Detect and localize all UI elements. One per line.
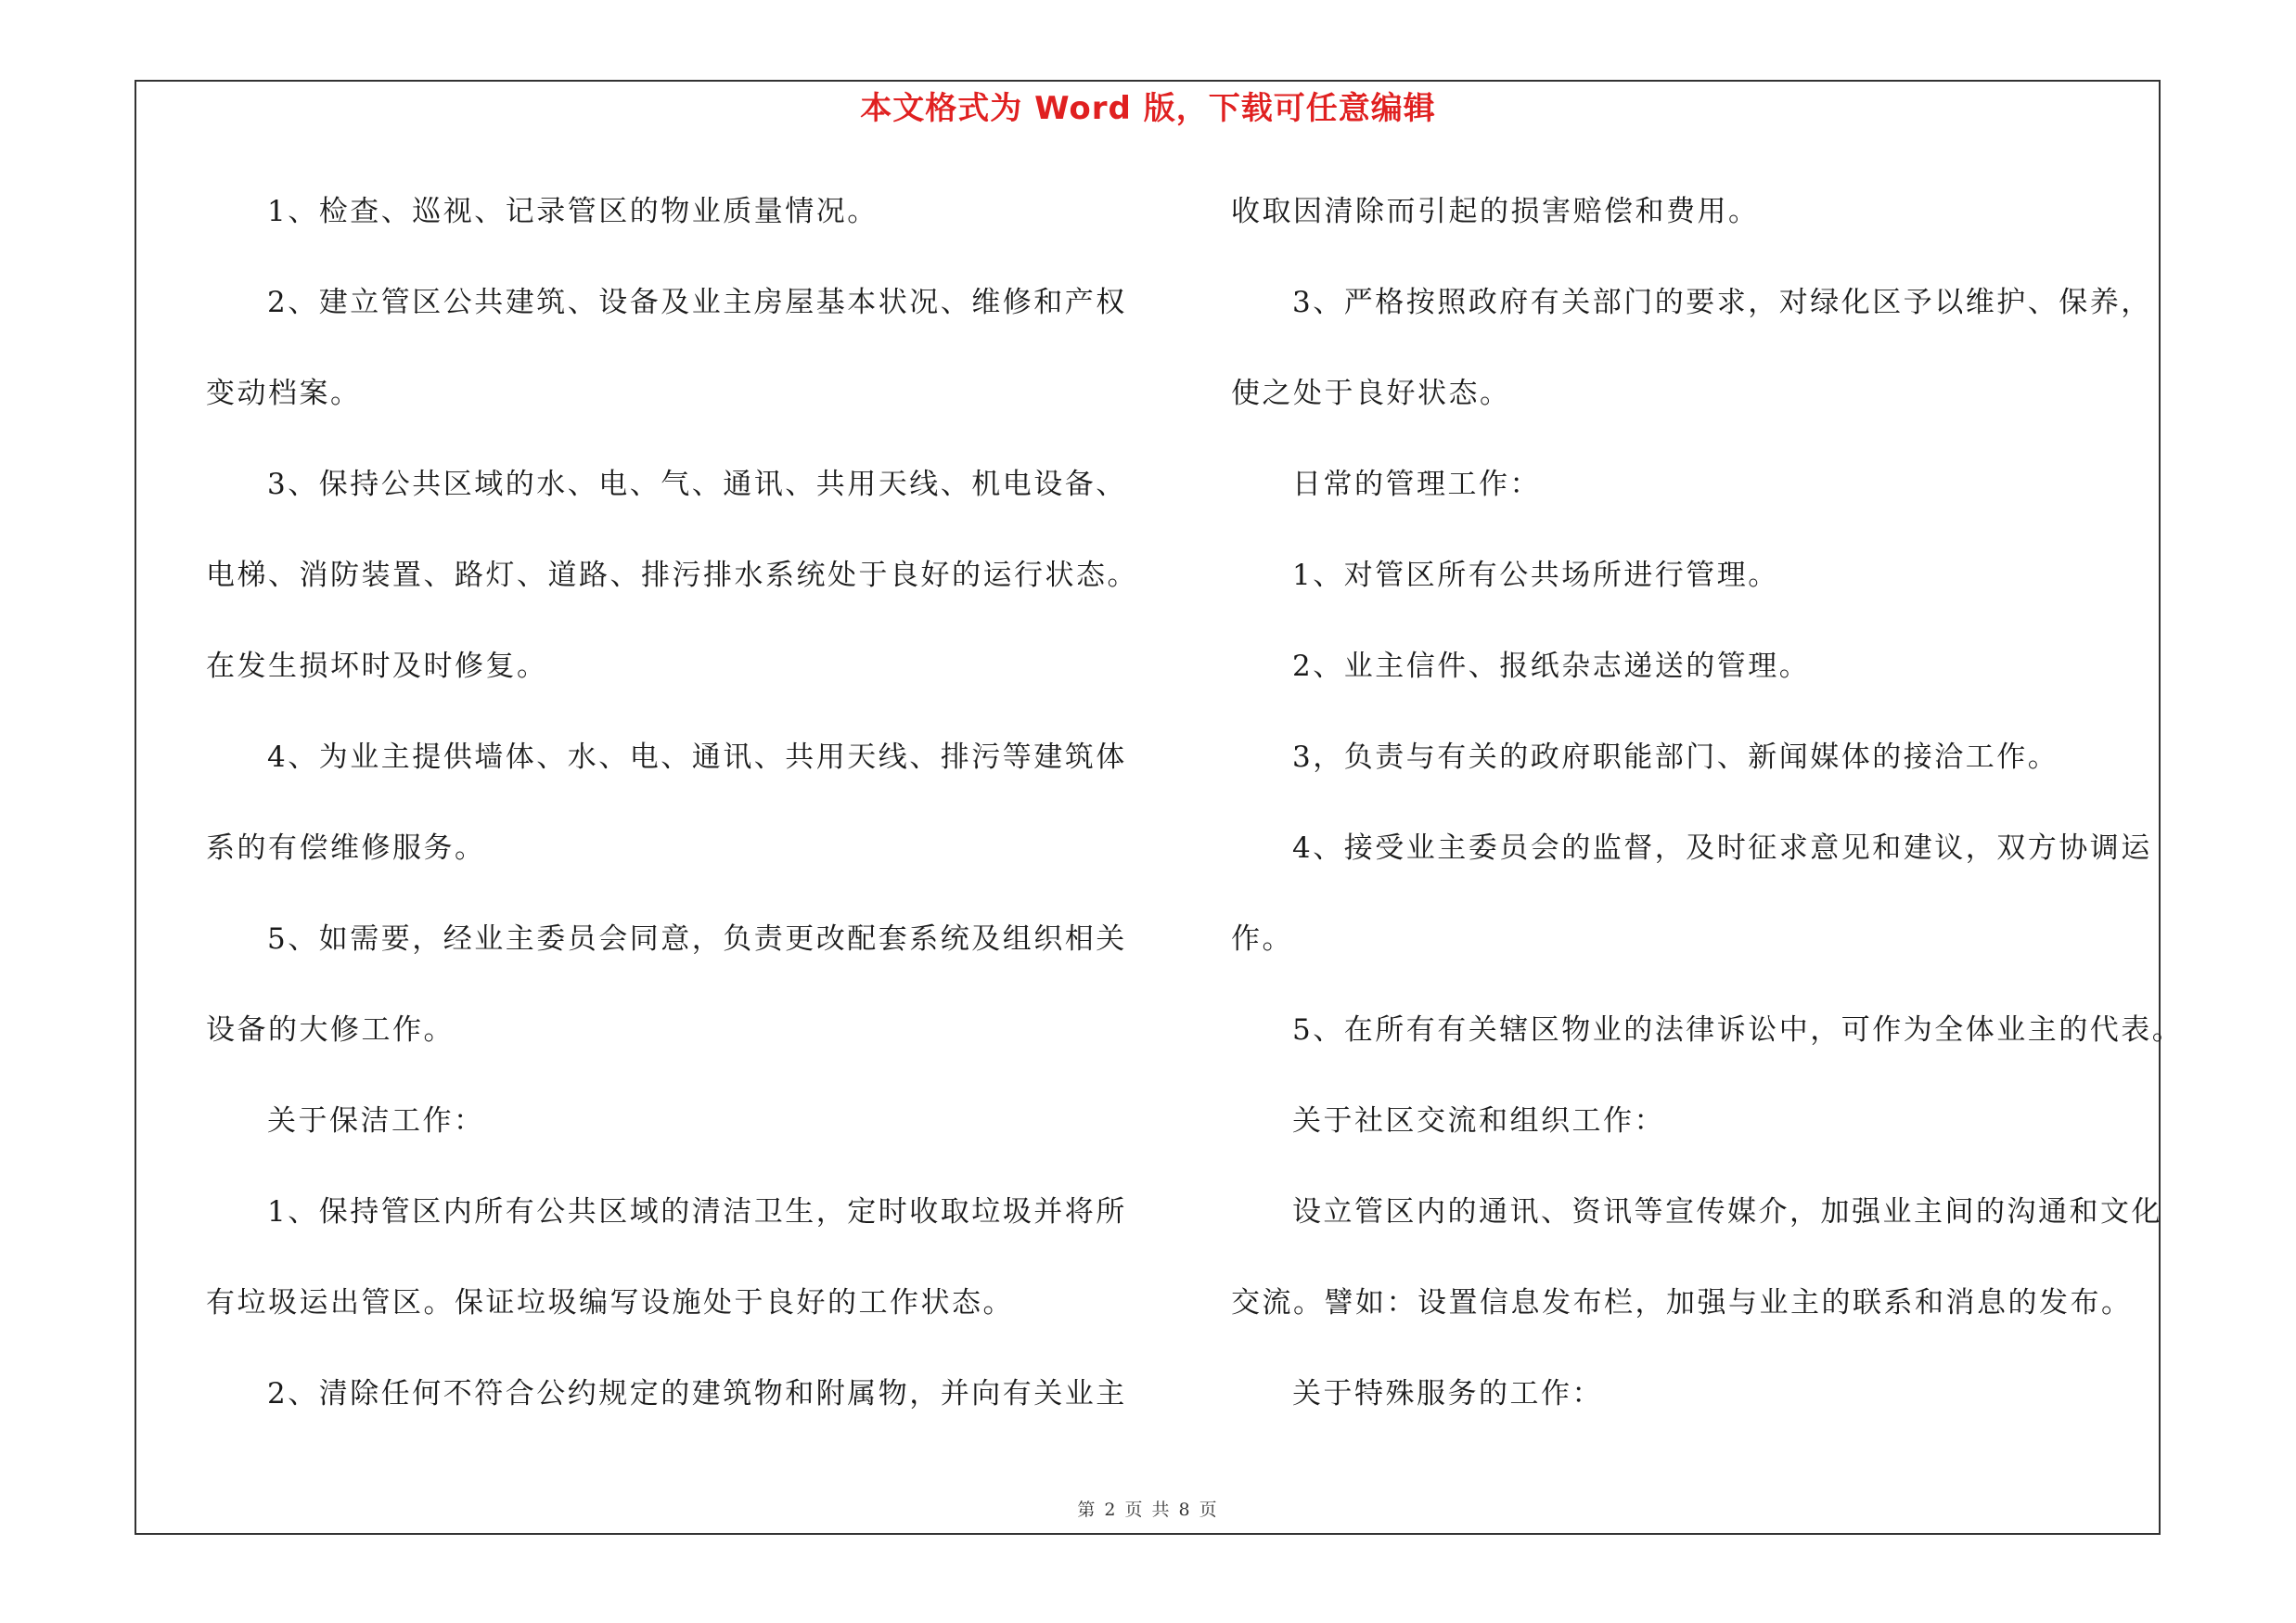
text-line: 日常的管理工作： — [1292, 468, 1541, 501]
right-text-column — [1231, 184, 2184, 1457]
text-line: 使之处于良好状态。 — [1231, 377, 1511, 410]
text-line: 1、对管区所有公共场所进行管理。 — [1292, 559, 1779, 592]
text-line: 3、保持公共区域的水、电、气、通讯、共用天线、机电设备、 — [267, 468, 1127, 501]
text-line: 2、业主信件、报纸杂志递送的管理。 — [1292, 650, 1811, 683]
text-line: 关于保洁工作： — [267, 1104, 485, 1138]
text-line: 在发生损坏时及时修复。 — [206, 650, 548, 683]
word-format-banner — [0, 85, 2296, 132]
text-line: 设立管区内的通讯、资讯等宣传媒介，加强业主间的沟通和文化 — [1292, 1195, 2162, 1229]
text-line: 5、在所有有关辖区物业的法律诉讼中，可作为全体业主的代表。 — [1292, 1013, 2184, 1047]
banner-text: 本文格式为 Word 版，下载可任意编辑 — [860, 90, 1436, 127]
text-line: 3，负责与有关的政府职能部门、新闻媒体的接洽工作。 — [1292, 741, 2059, 774]
text-line: 系的有偿维修服务。 — [206, 831, 486, 865]
text-line: 3、严格按照政府有关部门的要求，对绿化区予以维护、保养， — [1292, 286, 2152, 319]
text-line: 2、清除任何不符合公约规定的建筑物和附属物，并向有关业主 — [267, 1377, 1127, 1410]
text-line: 变动档案。 — [206, 377, 362, 410]
text-line: 有垃圾运出管区。保证垃圾编写设施处于良好的工作状态。 — [206, 1286, 1014, 1320]
page-number-footer — [0, 1496, 2296, 1521]
page-number-text: 第 2 页 共 8 页 — [1077, 1500, 1219, 1520]
text-line: 收取因清除而引起的损害赔偿和费用。 — [1231, 195, 1760, 228]
text-line: 1、检查、巡视、记录管区的物业质量情况。 — [267, 195, 879, 228]
text-line: 电梯、消防装置、路灯、道路、排污排水系统处于良好的运行状态。 — [206, 559, 1138, 592]
text-line: 5、如需要，经业主委员会同意，负责更改配套系统及组织相关 — [267, 922, 1127, 956]
text-line: 作。 — [1231, 922, 1293, 956]
text-line: 关于特殊服务的工作： — [1292, 1377, 1603, 1410]
left-text-column — [206, 184, 1152, 1457]
text-line: 1、保持管区内所有公共区域的清洁卫生，定时收取垃圾并将所 — [267, 1195, 1127, 1229]
text-line: 4、接受业主委员会的监督，及时征求意见和建议，双方协调运 — [1292, 831, 2152, 865]
text-line: 交流。譬如：设置信息发布栏，加强与业主的联系和消息的发布。 — [1231, 1286, 2133, 1320]
text-line: 2、建立管区公共建筑、设备及业主房屋基本状况、维修和产权 — [267, 286, 1127, 319]
text-line: 4、为业主提供墙体、水、电、通讯、共用天线、排污等建筑体 — [267, 741, 1127, 774]
text-line: 设备的大修工作。 — [206, 1013, 455, 1047]
text-line: 关于社区交流和组织工作： — [1292, 1104, 1665, 1138]
